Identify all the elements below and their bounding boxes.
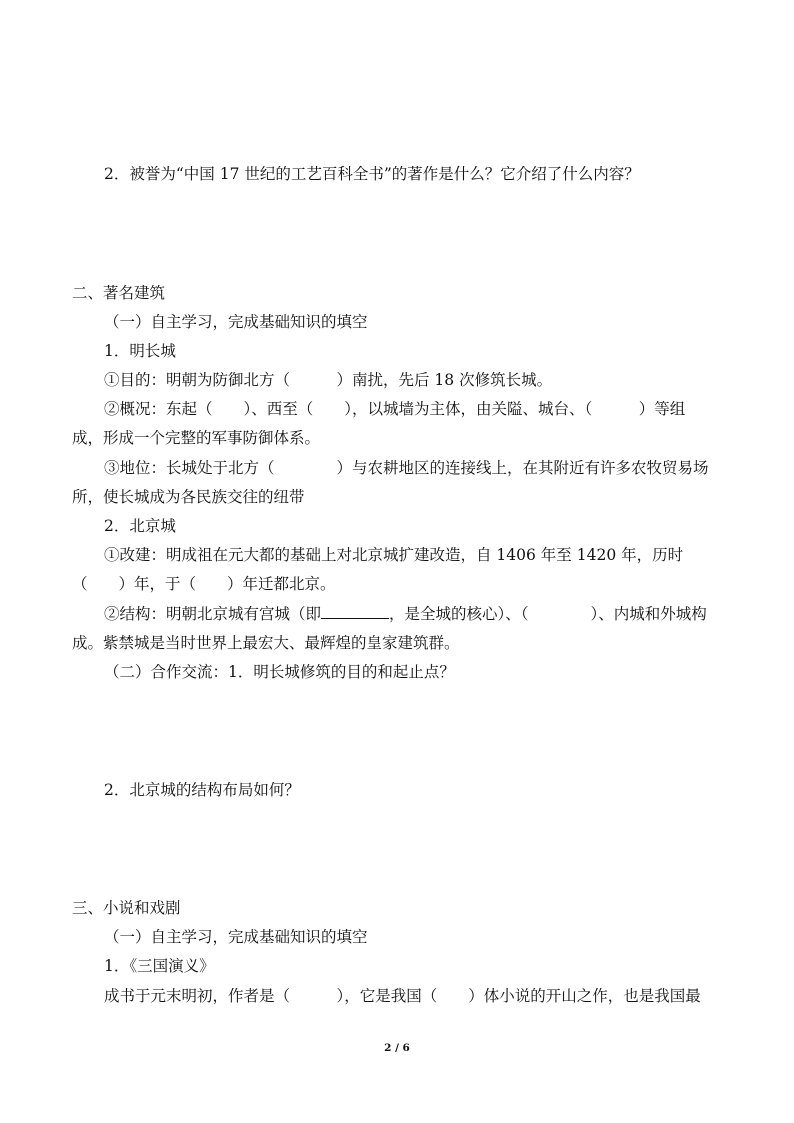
subsection-self-study: （一）自主学习，完成基础知识的填空 (104, 313, 368, 331)
item-beijing-city-title: 2．北京城 (104, 517, 176, 535)
section-heading-novels-and-drama: 三、小说和戏剧 (72, 899, 181, 917)
section-heading-famous-architecture: 二、著名建筑 (72, 284, 166, 302)
beijing-rebuild-line: ①改建：明成祖在元大都的基础上对北京城扩建改造，自 1406 年至 1420 年，历时 (104, 546, 684, 564)
beijing-structure-continued: 成。紫禁城是当时世界上最宏大、最辉煌的皇家建筑群。 (72, 634, 460, 652)
fill-blank-underline (321, 604, 389, 619)
great-wall-purpose-line: ①目的：明朝为防御北方（ ）南扰，先后 18 次修筑长城。 (104, 371, 553, 389)
beijing-structure-text-b: ，是全城的核心）、（ ）、内城和外城构 (389, 605, 707, 623)
page-number: 2 / 6 (384, 1042, 410, 1054)
three-kingdoms-line: 成书于元末明初，作者是（ ），它是我国（ ）体小说的开山之作，也是我国最 (104, 987, 701, 1005)
great-wall-overview-line: ②概况：东起（ ）、西至（ ），以城墙为主体，由关隘、城台、（ ）等组 (104, 400, 686, 418)
subsection-cooperative-discussion: （二）合作交流：1．明长城修筑的目的和起止点？ (104, 663, 455, 681)
item-ming-great-wall-title: 1．明长城 (104, 342, 176, 360)
great-wall-overview-continued: 成，形成一个完整的军事防御体系。 (72, 429, 321, 447)
question-2-beijing-layout: 2．北京城的结构布局如何？ (104, 781, 300, 799)
beijing-structure-text-a: ②结构：明朝北京城有宫城（即 (104, 605, 322, 623)
great-wall-status-line: ③地位：长城处于北方（ ）与农耕地区的连接线上，在其附近有许多农牧贸易场 (104, 459, 709, 477)
beijing-structure-line (104, 604, 707, 624)
beijing-rebuild-continued: （ ）年，于（ ）年迁都北京。 (72, 575, 336, 593)
item-three-kingdoms-title: 1．《三国演义》 (104, 957, 215, 975)
subsection-self-study-2: （一）自主学习，完成基础知识的填空 (104, 928, 368, 946)
question-2-craft-encyclopedia: 2．被誉为“中国 17 世纪的工艺百科全书”的著作是什么？它介绍了什么内容？ (104, 165, 640, 183)
great-wall-status-continued: 所，使长城成为各民族交往的纽带 (72, 488, 305, 506)
